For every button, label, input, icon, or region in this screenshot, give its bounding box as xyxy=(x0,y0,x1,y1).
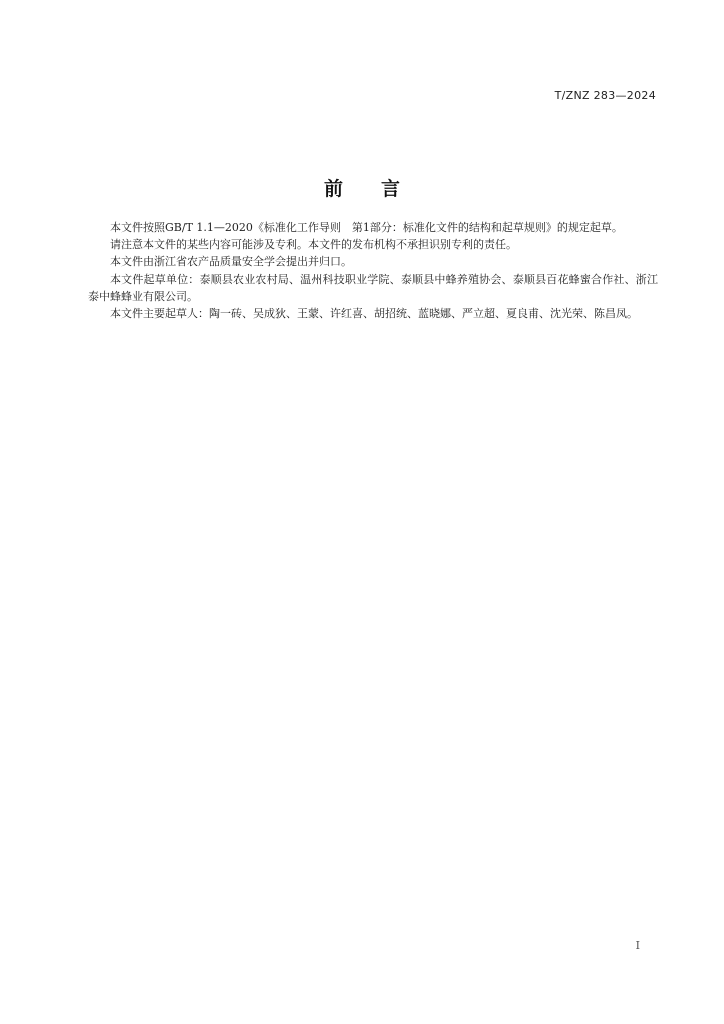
page-title-char-1: 前 xyxy=(323,178,343,200)
paragraph-drafting-basis: 本文件按照GB/T 1.1—2020《标准化工作导则 第1部分：标准化文件的结构和起草规则》的规定起草。 xyxy=(110,221,623,234)
paragraph-drafting-units: 本文件起草单位：泰顺县农业农村局、温州科技职业学院、泰顺县中蜂养殖协会、泰顺县百花蜂蜜合作社、浙江泰中蜂蜂业有限公司。 xyxy=(88,272,658,303)
page-title xyxy=(0,174,724,201)
foreword-body xyxy=(88,219,658,322)
page-number: I xyxy=(635,939,640,952)
paragraph-proposer: 本文件由浙江省农产品质量安全学会提出并归口。 xyxy=(110,255,352,269)
paragraph-patent-notice: 请注意本文件的某些内容可能涉及专利。本文件的发布机构不承担识别专利的责任。 xyxy=(110,238,517,252)
standard-code: T/ZNZ 283—2024 xyxy=(554,89,656,102)
page-title-char-2: 言 xyxy=(381,178,401,200)
paragraph-drafters: 本文件主要起草人：陶一砖、吴成狄、王蒙、许红喜、胡招统、蓝晓娜、严立超、夏良甫、沈光荣、陈昌凤。 xyxy=(110,307,638,321)
